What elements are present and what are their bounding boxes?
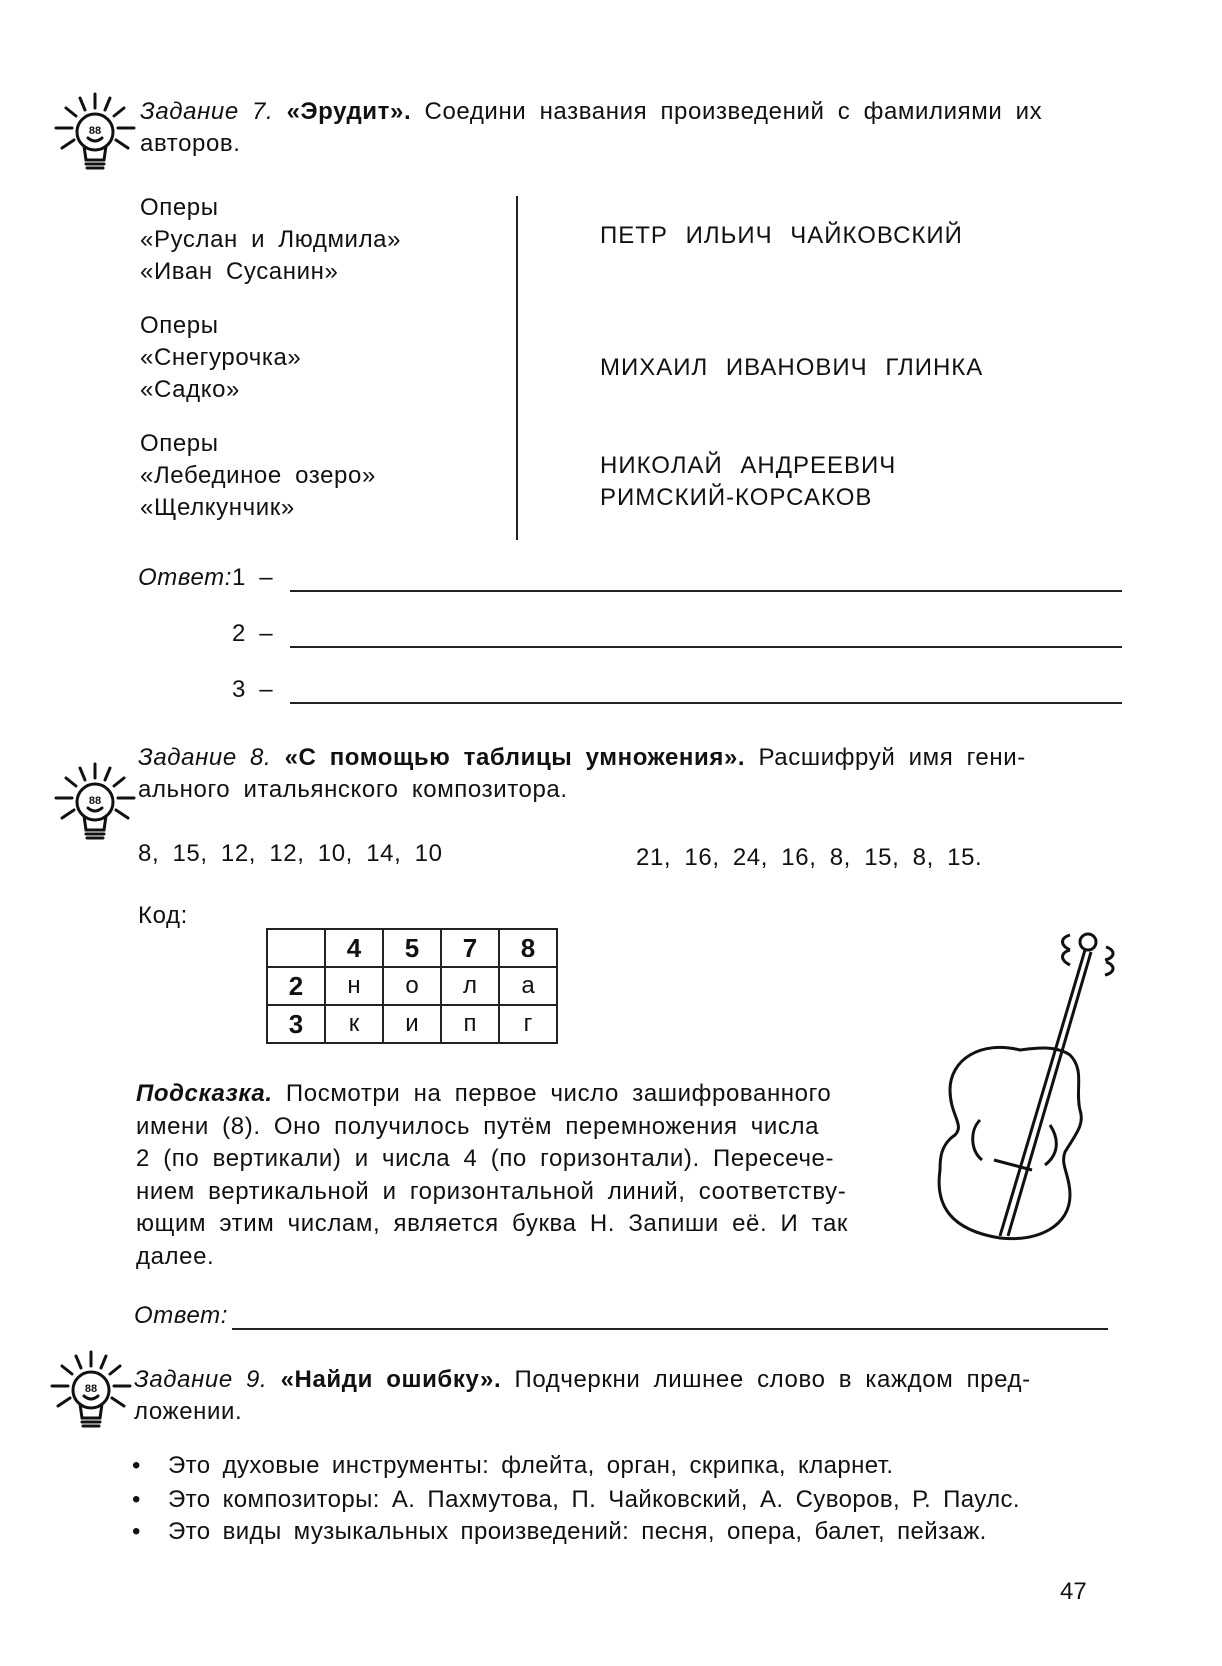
task8-heading — [138, 742, 1026, 774]
hint-line: Посмотри на первое число зашифрованного — [285, 1080, 832, 1107]
work-item: «Руслан и Людмила» — [140, 226, 402, 253]
work-item: «Иван Сусанин» — [140, 258, 339, 285]
answer-number-3: 3 – — [232, 676, 274, 703]
task8-text-2: ального итальянского композитора. — [138, 776, 568, 803]
composer-3-line2: РИМСКИЙ-КОРСАКОВ — [600, 484, 873, 511]
work-item: «Садко» — [140, 376, 240, 403]
task9-heading — [134, 1364, 1031, 1396]
table-cell: и — [383, 1005, 441, 1043]
table-cell: 8 — [499, 929, 557, 967]
hint-line: 2 (по вертикали) и числа 4 (по горизонтали). Пересече- — [136, 1145, 835, 1172]
task7-title: «Эрудит». — [286, 98, 412, 125]
works-heading: Оперы — [140, 194, 219, 221]
list-item-text: Это виды музыкальных произведений: песня, опера, балет, пейзаж. — [168, 1518, 987, 1545]
hint-line: имени (8). Оно получилось путём перемножения числа — [136, 1112, 820, 1140]
work-item: «Щелкунчик» — [140, 494, 295, 521]
works-group-1 — [140, 192, 401, 288]
task9-title: «Найди ошибку». — [280, 1366, 502, 1393]
table-cell: п — [441, 1005, 499, 1043]
list-item — [134, 1486, 1020, 1514]
cipher-2: 21, 16, 24, 16, 8, 15, 8, 15. — [636, 844, 983, 871]
table-cell: 2 — [267, 967, 325, 1005]
task8-answer-line[interactable] — [232, 1328, 1108, 1330]
hint-label: Подсказка. — [136, 1080, 273, 1107]
hint-line: далее. — [136, 1242, 215, 1270]
cipher-1: 8, 15, 12, 12, 10, 14, 10 — [138, 840, 443, 867]
work-item: «Снегурочка» — [140, 344, 302, 371]
task7-text-2: авторов. — [140, 130, 241, 157]
task7-answer-label: Ответ: — [138, 564, 232, 591]
lightbulb-icon — [50, 90, 140, 190]
task8-answer-label: Ответ: — [134, 1302, 228, 1329]
hint-line: нием вертикальной и горизонтальной линий, соответству- — [136, 1177, 847, 1205]
composer-1: ПЕТР ИЛЬИЧ ЧАЙКОВСКИЙ — [600, 222, 963, 249]
answer-line-2[interactable] — [290, 646, 1122, 648]
table-cell: н — [325, 967, 383, 1005]
svg-text:88: 88 — [84, 1383, 98, 1395]
violin-icon — [910, 920, 1130, 1250]
answer-number-2: 2 – — [232, 620, 274, 647]
table-cell: о — [383, 967, 441, 1005]
task8-text: Расшифруй имя гени- — [758, 744, 1026, 771]
lightbulb-icon — [46, 1348, 136, 1448]
composer-2: МИХАИЛ ИВАНОВИЧ ГЛИНКА — [600, 354, 984, 381]
table-row — [267, 967, 557, 1005]
table-cell: а — [499, 967, 557, 1005]
task7-label: Задание 7. — [140, 98, 274, 125]
hint-line: ющим этим числам, является буква Н. Запиши её. И так — [136, 1210, 849, 1237]
works-heading: Оперы — [140, 430, 219, 457]
code-label: Код: — [138, 902, 188, 929]
svg-text:88: 88 — [88, 125, 102, 137]
works-heading: Оперы — [140, 312, 219, 339]
code-table — [266, 928, 558, 1044]
answer-line-3[interactable] — [290, 702, 1122, 704]
task7-heading — [140, 96, 1042, 128]
table-cell — [267, 929, 325, 967]
works-group-2 — [140, 310, 301, 406]
code-table-header — [267, 929, 557, 967]
page-number: 47 — [1060, 1578, 1087, 1605]
answer-number-1: 1 – — [232, 564, 274, 591]
answer-line-1[interactable] — [290, 590, 1122, 592]
list-item — [134, 1452, 894, 1480]
hint-paragraph — [136, 1078, 896, 1273]
table-cell: 7 — [441, 929, 499, 967]
work-item: «Лебединое озеро» — [140, 462, 376, 489]
table-cell: 3 — [267, 1005, 325, 1043]
table-cell: к — [325, 1005, 383, 1043]
composer-3-line1: НИКОЛАЙ АНДРЕЕВИЧ — [600, 452, 897, 479]
works-group-3 — [140, 428, 376, 524]
lightbulb-icon — [50, 760, 140, 860]
task9-label: Задание 9. — [134, 1366, 268, 1393]
list-item-text: Это композиторы: А. Пахмутова, П. Чайковский, А. Суворов, Р. Паулс. — [168, 1486, 1020, 1513]
table-cell: г — [499, 1005, 557, 1043]
column-divider — [516, 196, 518, 540]
task8-title: «С помощью таблицы умножения». — [284, 744, 746, 771]
task9-text: Подчеркни лишнее слово в каждом пред- — [514, 1366, 1031, 1393]
task9-text-2: ложении. — [134, 1398, 243, 1425]
table-row — [267, 1005, 557, 1043]
task8-label: Задание 8. — [138, 744, 272, 771]
table-cell: 5 — [383, 929, 441, 967]
list-item — [134, 1518, 987, 1546]
table-cell: л — [441, 967, 499, 1005]
task7-text: Соедини названия произведений с фамилиями их — [424, 98, 1043, 125]
table-cell: 4 — [325, 929, 383, 967]
list-item-text: Это духовые инструменты: флейта, орган, скрипка, кларнет. — [168, 1452, 894, 1479]
svg-text:88: 88 — [88, 795, 102, 807]
